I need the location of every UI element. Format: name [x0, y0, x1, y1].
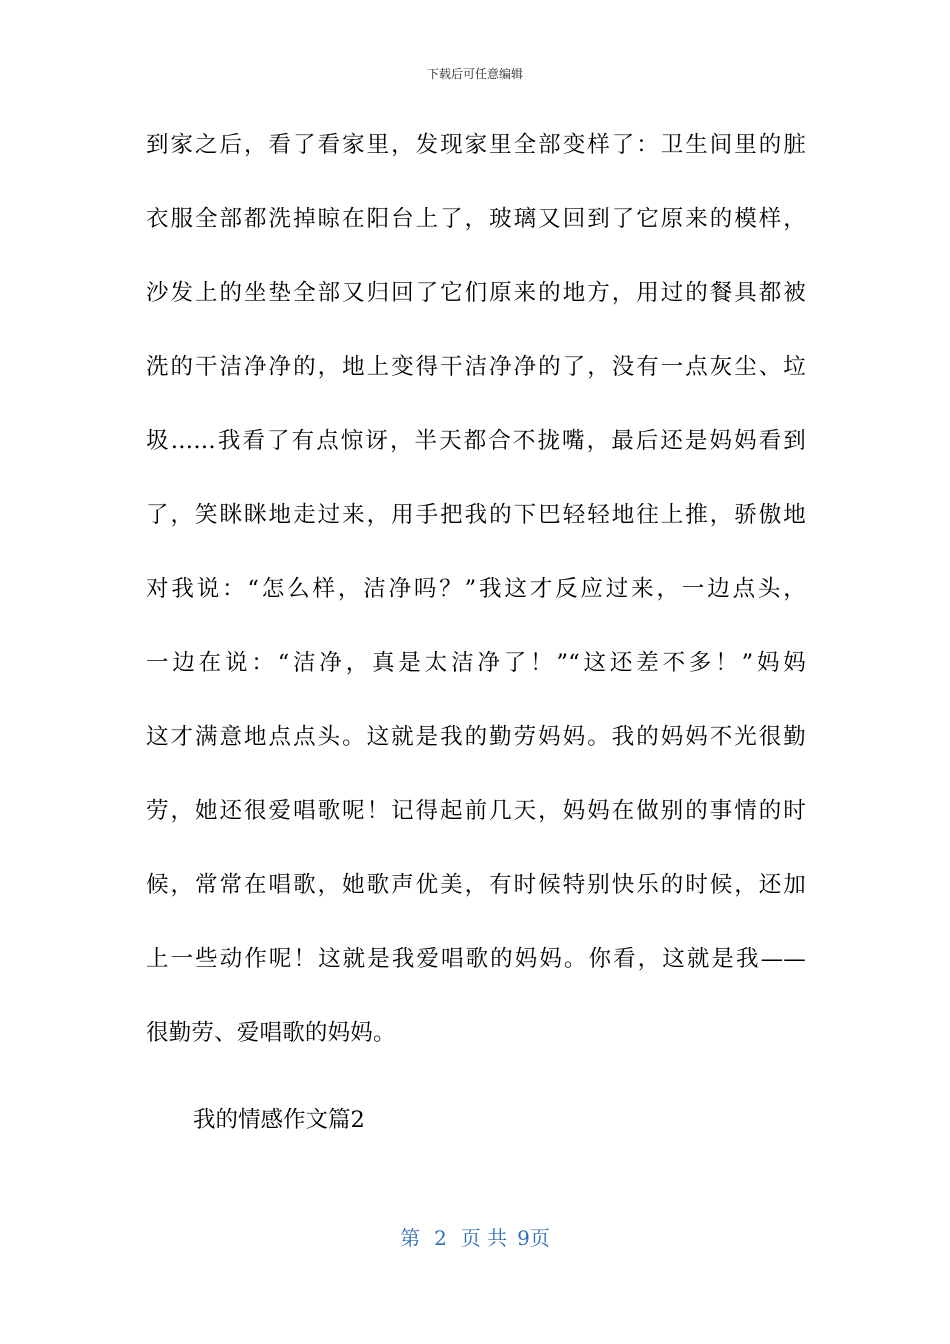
paragraph-line: 圾……我看了有点惊讶，半天都合不拢嘴，最后还是妈妈看到 [146, 428, 806, 454]
paragraph-line: 这才满意地点点头。这就是我的勤劳妈妈。我的妈妈不光很勤 [146, 724, 806, 750]
paragraph-line: 一边在说：“洁净，真是太洁净了！”“这还差不多！”妈妈 [146, 650, 806, 676]
paragraph-line: 对我说：“怎么样，洁净吗？”我这才反应过来，一边点头， [146, 576, 806, 602]
paragraph-line: 上一些动作呢！这就是我爱唱歌的妈妈。你看，这就是我—— [146, 946, 806, 972]
section-heading: 我的情感作文篇2 [193, 1107, 365, 1133]
paragraph-line: 了，笑眯眯地走过来，用手把我的下巴轻轻地往上推，骄傲地 [146, 502, 806, 528]
page-footer [0, 1224, 950, 1252]
paragraph-line: 劳，她还很爱唱歌呢！记得起前几天，妈妈在做别的事情的时 [146, 798, 806, 824]
footer-total-pages: 9页 [517, 1226, 550, 1250]
paragraph-line: 候，常常在唱歌，她歌声优美，有时候特别快乐的时候，还加 [146, 872, 806, 898]
paragraph-line: 衣服全部都洗掉晾在阳台上了，玻璃又回到了它原来的模样， [146, 206, 806, 232]
paragraph-line: 洗的干洁净净的，地上变得干洁净净的了，没有一点灰尘、垃 [146, 354, 806, 380]
footer-current-page: 2 [434, 1226, 447, 1250]
paragraph-line-last: 很勤劳、爱唱歌的妈妈。 [146, 1020, 396, 1046]
paragraph-line: 到家之后，看了看家里，发现家里全部变样了：卫生间里的脏 [146, 132, 806, 158]
page-header: 下载后可任意编辑 [426, 67, 523, 81]
footer-middle: 页 共 [460, 1226, 508, 1250]
article-body [146, 125, 806, 1087]
paragraph-line: 沙发上的坐垫全部又归回了它们原来的地方，用过的餐具都被 [146, 280, 806, 306]
footer-prefix: 第 [400, 1226, 421, 1250]
